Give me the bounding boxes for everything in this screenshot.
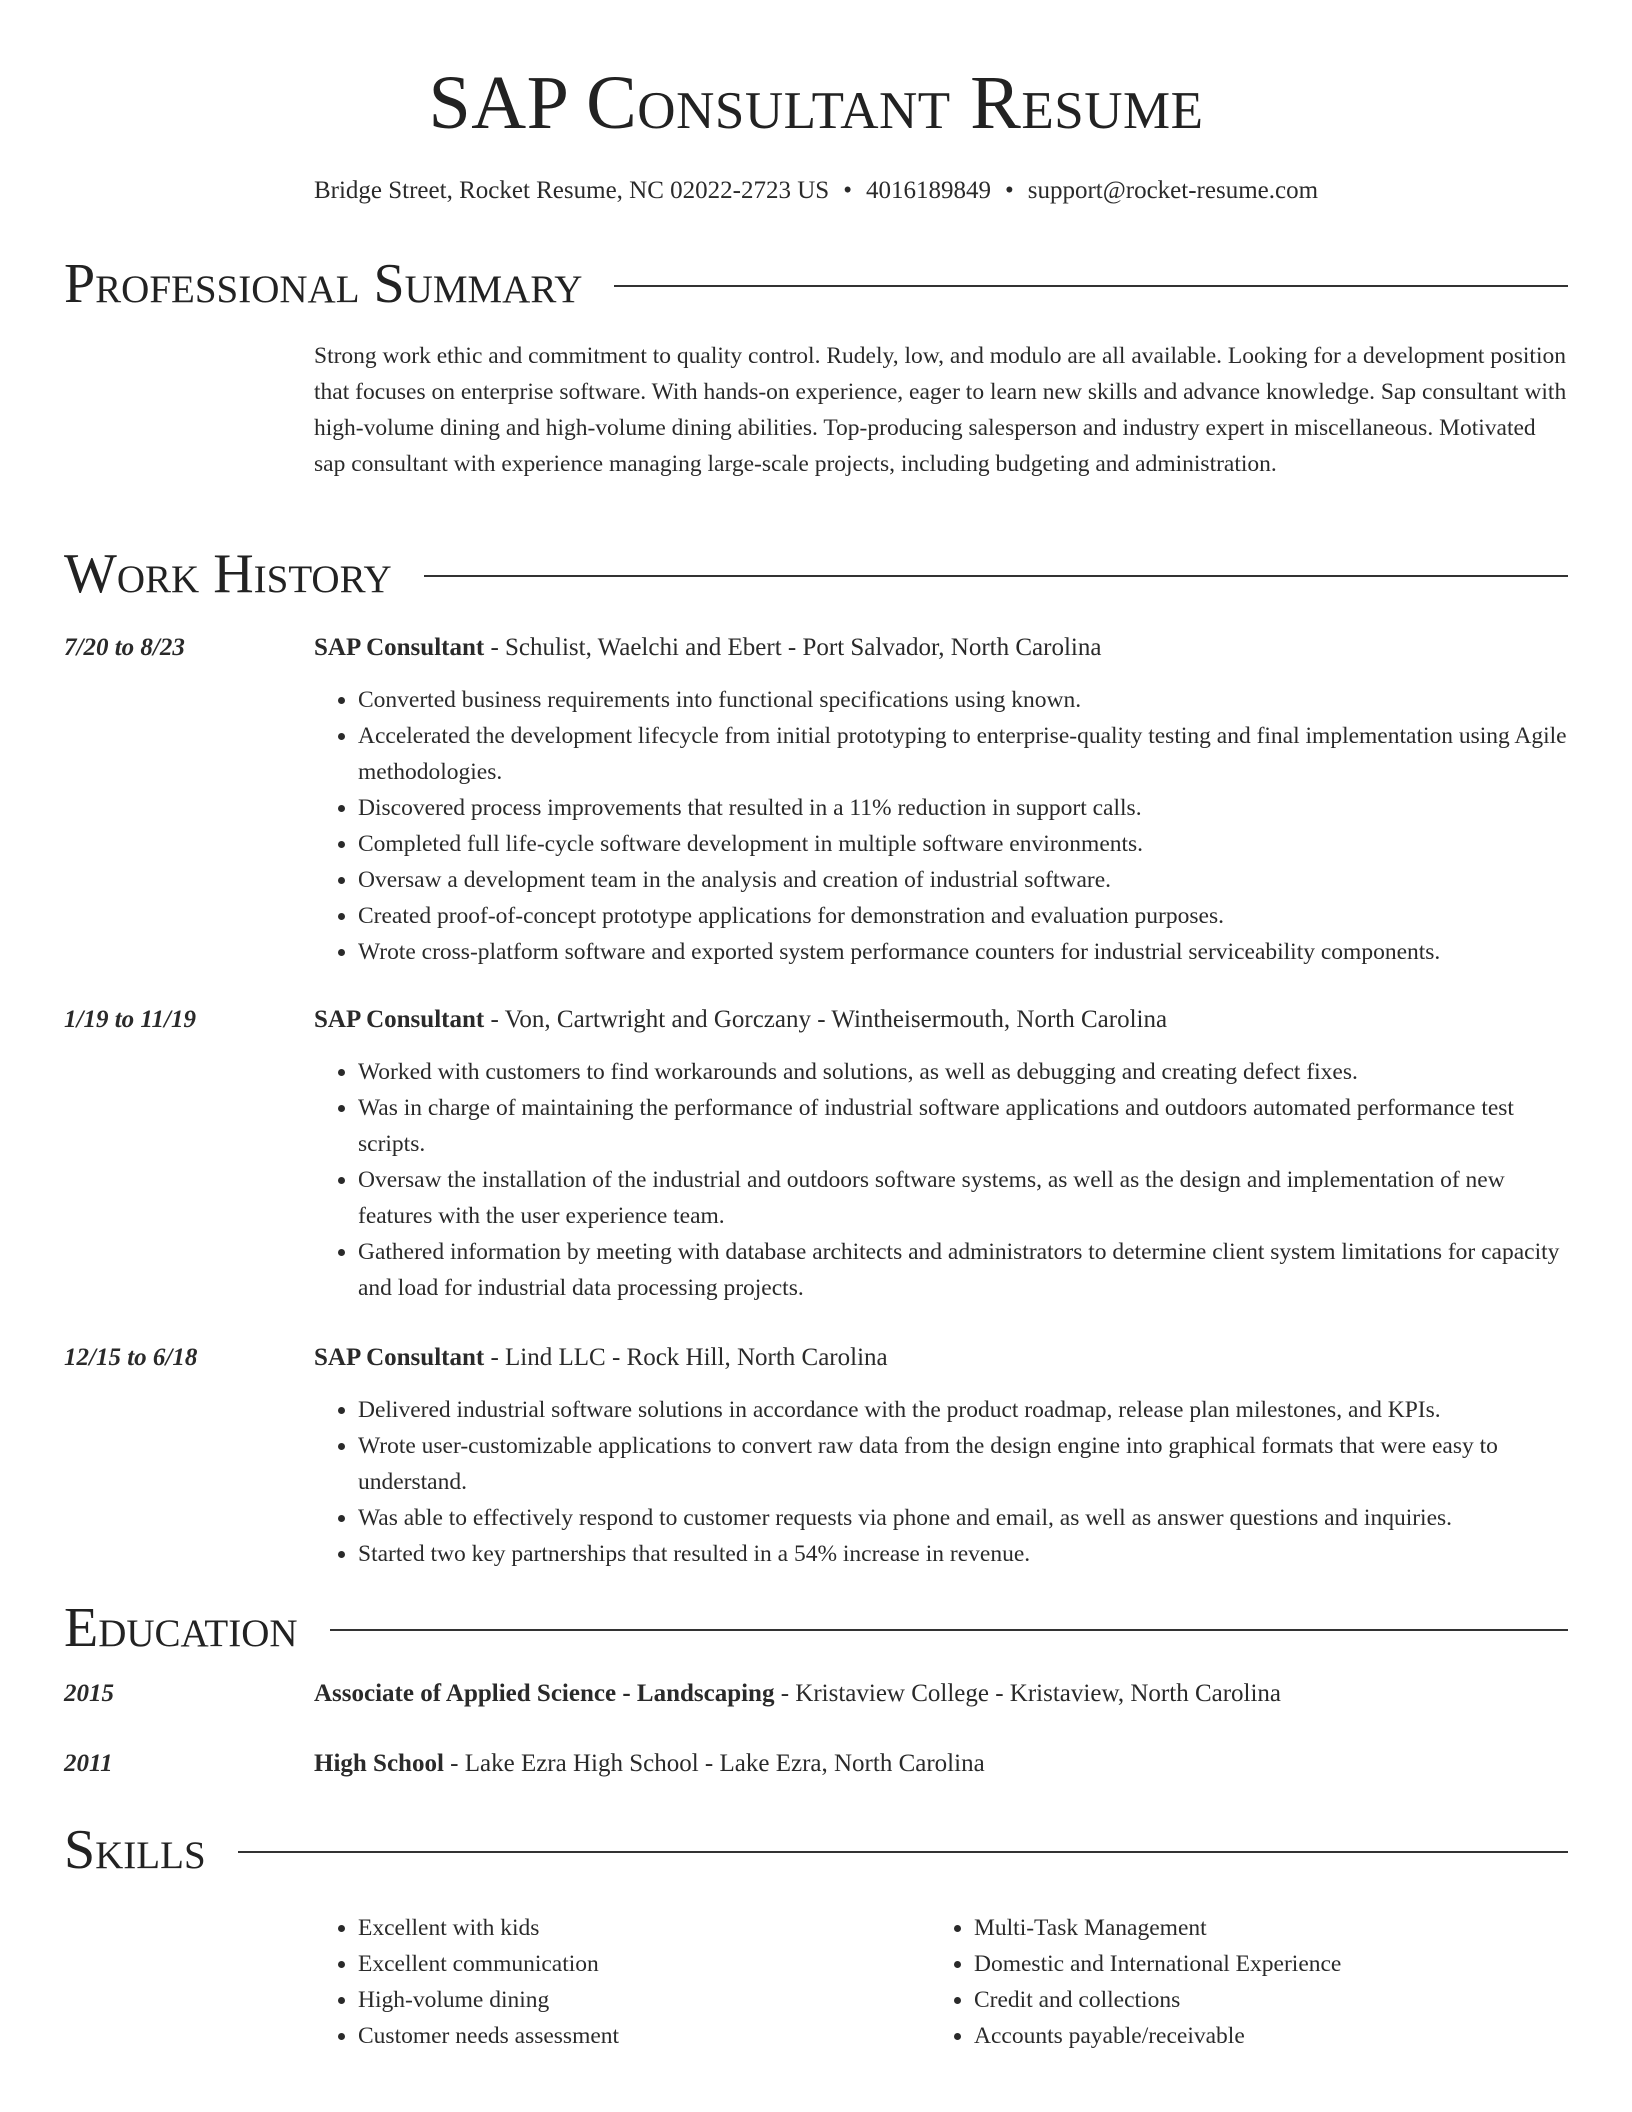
work-heading — [314, 1002, 1568, 1038]
work-bullets — [314, 1054, 1568, 1306]
list-item: • Wrote user-customizable applications to convert raw data from the design engine into graphical formats that were easy to understand. — [358, 1428, 1568, 1500]
section-divider — [330, 1629, 1568, 1631]
work-bullets — [314, 1392, 1568, 1572]
list-item: • Credit and collections — [974, 1982, 1568, 2018]
education-heading — [314, 1746, 1568, 1782]
email[interactable]: support@rocket-resume.com — [1027, 177, 1319, 204]
skills-column-1 — [314, 1910, 930, 2054]
work-details: - Von, Cartwright and Gorczany - Wintheisermouth, North Carolina — [484, 1006, 1168, 1033]
work-role: SAP Consultant — [314, 1006, 485, 1033]
section-title-education: Education — [64, 1597, 298, 1659]
education-year: 2011 — [64, 1750, 113, 1777]
work-dates: 7/20 to 8/23 — [64, 634, 185, 661]
list-item: • Multi-Task Management — [974, 1910, 1568, 1946]
work-details: - Lind LLC - Rock Hill, North Carolina — [484, 1344, 888, 1371]
list-item: • Accounts payable/receivable — [974, 2018, 1568, 2054]
resume-title: SAP Consultant Resume — [428, 61, 1204, 145]
list-item: • Excellent communication — [358, 1946, 930, 1982]
list-item: • Domestic and International Experience — [974, 1946, 1568, 1982]
list-item: • Accelerated the development lifecycle from initial prototyping to enterprise-quality testing and final implementation using Agile methodologies. — [358, 718, 1568, 790]
list-item: • Excellent with kids — [358, 1910, 930, 1946]
work-dates: 1/19 to 11/19 — [64, 1006, 196, 1033]
list-item: • Oversaw the installation of the industrial and outdoors software systems, as well as the design and implementation of new features with the user experience team. — [358, 1162, 1568, 1234]
work-role: SAP Consultant — [314, 1344, 485, 1371]
section-title-summary: Professional Summary — [64, 253, 583, 315]
list-item: • Customer needs assessment — [358, 2018, 930, 2054]
section-header-summary — [64, 252, 1568, 316]
work-heading — [314, 630, 1568, 666]
education-heading — [314, 1676, 1568, 1712]
education-details: - Lake Ezra High School - Lake Ezra, North Carolina — [443, 1750, 985, 1777]
list-item: • Oversaw a development team in the analysis and creation of industrial software. — [358, 862, 1568, 898]
list-item: • High-volume dining — [358, 1982, 930, 2018]
contact-line — [0, 174, 1632, 208]
section-header-work — [64, 542, 1568, 606]
phone: 4016189849 — [865, 177, 991, 204]
skills-column-2 — [930, 1910, 1568, 2054]
section-header-skills — [64, 1818, 1568, 1882]
section-divider — [424, 575, 1568, 577]
section-title-work: Work History — [64, 543, 392, 605]
summary-text: Strong work ethic and commitment to quality control. Rudely, low, and modulo are all available. Looking for a development position that focuses on enterprise software. With hands-on experience, eager to learn new skills and advance knowledge. Sap consultant with high-volume dining and high-volume dining abilities. Top-producing salesperson and industry expert in miscellaneous. Motivated sap consultant with experience managing large-scale projects, including budgeting and administration. — [314, 343, 1567, 477]
work-dates: 12/15 to 6/18 — [64, 1344, 198, 1371]
section-divider — [238, 1851, 1568, 1853]
list-item: • Worked with customers to find workarounds and solutions, as well as debugging and creating defect fixes. — [358, 1054, 1568, 1090]
work-heading — [314, 1340, 1568, 1376]
list-item: • Wrote cross-platform software and exported system performance counters for industrial serviceability components. — [358, 934, 1568, 970]
address: Bridge Street, Rocket Resume, NC 02022-2723 US — [313, 177, 830, 204]
list-item: • Completed full life-cycle software development in multiple software environments. — [358, 826, 1568, 862]
work-bullets — [314, 682, 1568, 970]
work-details: - Schulist, Waelchi and Ebert - Port Salvador, North Carolina — [484, 634, 1102, 661]
section-title-skills: Skills — [64, 1819, 206, 1881]
separator-dot: • — [1004, 177, 1014, 204]
section-divider — [614, 285, 1568, 287]
education-degree: High School — [314, 1750, 444, 1777]
work-role: SAP Consultant — [314, 634, 485, 661]
separator-dot: • — [843, 177, 852, 204]
list-item: • Started two key partnerships that resulted in a 54% increase in revenue. — [358, 1536, 1568, 1572]
section-header-education — [64, 1596, 1568, 1660]
list-item: • Created proof-of-concept prototype applications for demonstration and evaluation purposes. — [358, 898, 1568, 934]
list-item: • Discovered process improvements that resulted in a 11% reduction in support calls. — [358, 790, 1568, 826]
education-degree: Associate of Applied Science - Landscaping — [314, 1680, 775, 1707]
list-item: • Was able to effectively respond to customer requests via phone and email, as well as answer questions and inquiries. — [358, 1500, 1568, 1536]
education-details: - Kristaview College - Kristaview, North Carolina — [774, 1680, 1282, 1707]
list-item: • Gathered information by meeting with database architects and administrators to determine client system limitations for capacity and load for industrial data processing projects. — [358, 1234, 1568, 1306]
list-item: • Converted business requirements into functional specifications using known. — [358, 682, 1568, 718]
list-item: • Was in charge of maintaining the performance of industrial software applications and outdoors automated performance test scripts. — [358, 1090, 1568, 1162]
list-item: • Delivered industrial software solutions in accordance with the product roadmap, release plan milestones, and KPIs. — [358, 1392, 1568, 1428]
education-year: 2015 — [64, 1680, 114, 1707]
